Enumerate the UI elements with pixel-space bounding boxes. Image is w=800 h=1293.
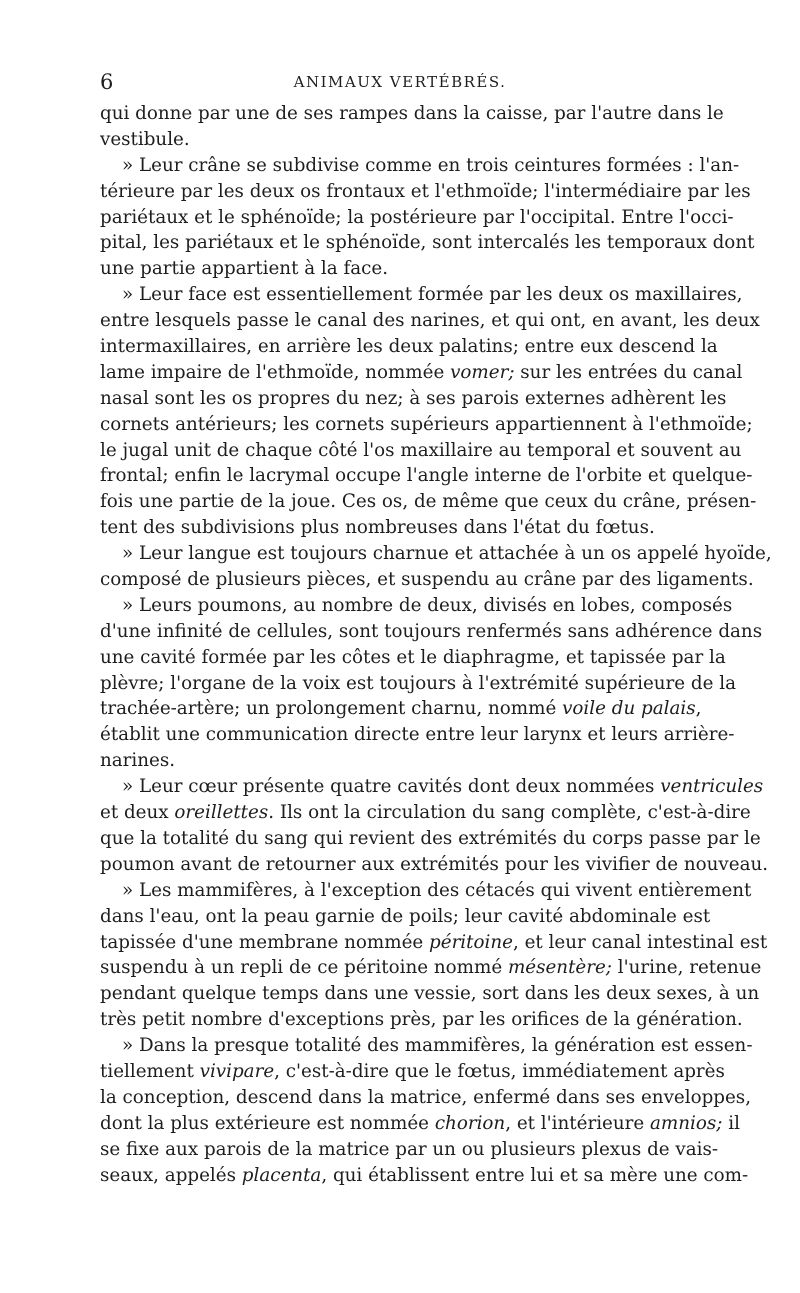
text-line: la conception, descend dans la matrice, enfermé dans ses enveloppes, bbox=[100, 1086, 752, 1108]
text-line: plèvre; l'organe de la voix est toujours à l'extrémité supérieure de la bbox=[100, 672, 736, 694]
text-line: trachée-artère; un prolongement charnu, nommé voile du palais, bbox=[100, 698, 702, 720]
text-line: cornets antérieurs; les cornets supérieurs appartiennent à l'ethmoïde; bbox=[100, 413, 753, 435]
text-line: d'une infinité de cellules, sont toujours renfermés sans adhérence dans bbox=[100, 620, 763, 642]
text-line: le jugal unit de chaque côté l'os maxillaire au temporal et souvent au bbox=[100, 439, 742, 461]
text-line: fois une partie de la joue. Ces os, de même que ceux du crâne, présen- bbox=[100, 491, 757, 513]
text-line: tiellement vivipare, c'est-à-dire que le fœtus, immédiatement après bbox=[100, 1060, 725, 1082]
text-line: suspendu à un repli de ce péritoine nommé mésentère; l'urine, retenue bbox=[100, 957, 762, 979]
text-line: narines. bbox=[100, 750, 176, 772]
text-line: » Leur face est essentiellement formée par les deux os maxillaires, bbox=[122, 284, 743, 306]
text-line: et deux oreillettes. Ils ont la circulation du sang complète, c'est-à-dire bbox=[100, 802, 751, 824]
body-text bbox=[100, 101, 772, 1188]
text-line: très petit nombre d'exceptions près, par les orifices de la génération. bbox=[100, 1009, 743, 1031]
text-line: » Leurs poumons, au nombre de deux, divisés en lobes, composés bbox=[122, 594, 733, 616]
text-line: une partie appartient à la face. bbox=[100, 258, 389, 280]
text-line: dans l'eau, ont la peau garnie de poils; leur cavité abdominale est bbox=[100, 905, 711, 927]
text-line: » Leur crâne se subdivise comme en trois ceintures formées : l'an- bbox=[122, 154, 740, 176]
text-line: intermaxillaires, en arrière les deux palatins; entre eux descend la bbox=[100, 336, 718, 358]
text-line: » Dans la presque totalité des mammifères, la génération est essen- bbox=[122, 1035, 753, 1057]
text-line: lame impaire de l'ethmoïde, nommée vomer; sur les entrées du canal bbox=[100, 361, 743, 383]
running-title: ANIMAUX VERTÉBRÉS. bbox=[293, 73, 507, 91]
text-line: vestibule. bbox=[100, 128, 190, 150]
text-line: frontal; enfin le lacrymal occupe l'angle interne de l'orbite et quelque- bbox=[100, 465, 753, 487]
text-line: pital, les pariétaux et le sphénoïde, sont intercalés les temporaux dont bbox=[100, 232, 755, 254]
text-line: nasal sont les os propres du nez; à ses parois externes adhèrent les bbox=[100, 387, 727, 409]
text-line: poumon avant de retourner aux extrémités pour les vivifier de nouveau. bbox=[100, 853, 769, 875]
text-line: pendant quelque temps dans une vessie, sort dans les deux sexes, à un bbox=[100, 983, 760, 1005]
text-line: établit une communication directe entre leur larynx et leurs arrière- bbox=[100, 724, 735, 746]
text-line: composé de plusieurs pièces, et suspendu au crâne par des ligaments. bbox=[100, 569, 754, 591]
page-number: 6 bbox=[100, 70, 114, 94]
text-line: se fixe aux parois de la matrice par un ou plusieurs plexus de vais- bbox=[100, 1138, 719, 1160]
text-line: une cavité formée par les côtes et le diaphragme, et tapissée par la bbox=[100, 646, 726, 668]
page-header bbox=[100, 70, 700, 100]
text-line: térieure par les deux os frontaux et l'ethmoïde; l'intermédiaire par les bbox=[100, 180, 751, 202]
text-line: tent des subdivisions plus nombreuses dans l'état du fœtus. bbox=[100, 517, 655, 539]
text-line: seaux, appelés placenta, qui établissent entre lui et sa mère une com- bbox=[100, 1164, 749, 1186]
text-line: dont la plus extérieure est nommée chorion, et l'intérieure amnios; il bbox=[100, 1112, 740, 1134]
text-line: tapissée d'une membrane nommée péritoine, et leur canal intestinal est bbox=[100, 931, 768, 953]
text-line: que la totalité du sang qui revient des extrémités du corps passe par le bbox=[100, 827, 761, 849]
text-line: pariétaux et le sphénoïde; la postérieure par l'occipital. Entre l'occi- bbox=[100, 206, 734, 228]
text-line: entre lesquels passe le canal des narines, et qui ont, en avant, les deux bbox=[100, 310, 760, 332]
text-line: » Les mammifères, à l'exception des cétacés qui vivent entièrement bbox=[122, 879, 752, 901]
text-line: qui donne par une de ses rampes dans la caisse, par l'autre dans le bbox=[100, 103, 724, 124]
text-line: » Leur cœur présente quatre cavités dont deux nommées ventricules bbox=[122, 776, 764, 798]
text-line: » Leur langue est toujours charnue et attachée à un os appelé hyoïde, bbox=[122, 543, 772, 565]
